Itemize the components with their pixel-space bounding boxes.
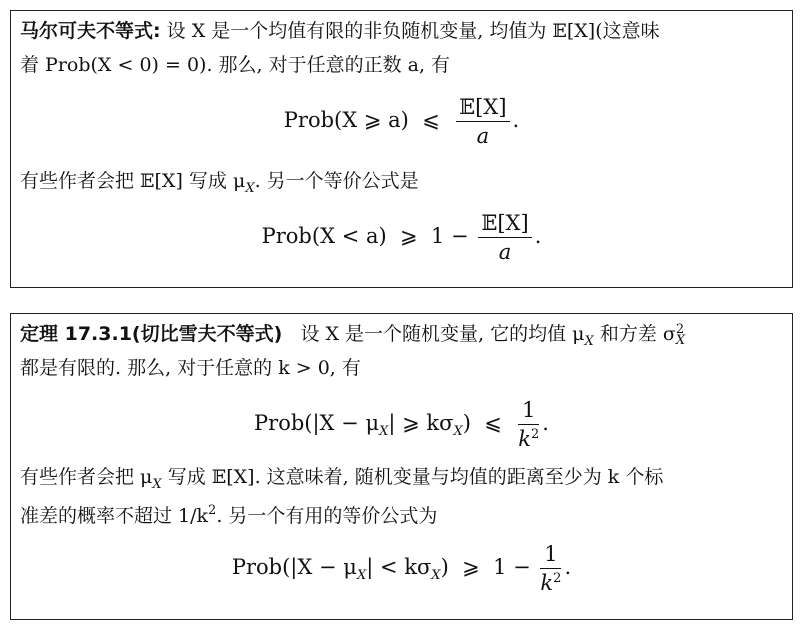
markov-eq1-relation: ⩽ [422,108,440,132]
chebyshev-line-1: 设 X 是一个随机变量, 它的均值 μ [300,323,585,345]
chebyshev-eq1-lhs-b: | ⩾ kσ [388,411,454,435]
chebyshev-eq1-lhs-c: ) [462,411,471,435]
chebyshev-heading: 定理 17.3.1(切比雪夫不等式) [20,323,283,345]
chebyshev-eq2-den-sup: 2 [553,571,562,586]
chebyshev-eq2-lhs-a: Prob(|X − μ [231,555,357,579]
markov-eq2-relation: ⩾ [400,224,418,248]
chebyshev-paragraph-2 [20,351,783,385]
chebyshev-line-4-b: . 另一个有用的等价公式为 [216,505,438,527]
markov-paragraph-1 [20,14,783,48]
chebyshev-sigma-scripts [676,324,685,346]
markov-line-3: 有些作者会把 𝔼[X] 写成 μ [20,170,246,192]
chebyshev-eq2-numerator: 1 [540,542,561,569]
markov-eq1-numerator: 𝔼[X] [456,95,509,122]
markov-eq2-period: . [534,224,542,248]
chebyshev-eq2-relation: ⩾ [462,555,480,579]
markov-line-2: 着 Prob(X < 0) = 0). 那么, 对于任意的正数 a, 有 [20,54,451,76]
chebyshev-line-1-subscript: X [584,334,594,349]
chebyshev-eq1-fraction [518,398,539,451]
markov-eq2-denominator: a [498,240,512,264]
chebyshev-eq2-lhs-c: ) [440,555,449,579]
chebyshev-sigma-sup: 2 [675,322,685,337]
markov-eq2-lhs: Prob(X < a) [261,224,387,248]
chebyshev-line-3-a: 有些作者会把 μ [20,466,153,488]
chebyshev-line-2: 都是有限的. 那么, 对于任意的 k > 0, 有 [20,357,361,379]
chebyshev-equation-2 [11,542,792,595]
markov-eq1-denominator: a [476,124,490,148]
chebyshev-eq1-den-k: k [518,427,531,451]
chebyshev-eq2-den-k: k [540,571,554,595]
chebyshev-eq2-period: . [564,555,572,579]
markov-eq1-lhs: Prob(X ⩾ a) [283,108,409,132]
chebyshev-eq1-lhs-a: Prob(|X − μ [254,411,380,435]
markov-paragraph-3 [20,164,783,206]
chebyshev-eq2-denominator [540,569,561,595]
chebyshev-eq2-sub-1: X [356,568,367,583]
chebyshev-eq1-den-sup: 2 [531,427,540,442]
chebyshev-eq2-fraction [540,542,561,595]
chebyshev-eq1-period: . [542,411,549,435]
chebyshev-eq1-numerator: 1 [518,398,539,425]
chebyshev-eq1-sub-1: X [379,424,389,439]
chebyshev-eq2-one-minus: 1 − [493,555,531,579]
markov-paragraph-2 [20,48,783,82]
chebyshev-paragraph-4 [20,494,783,533]
markov-line-1: 设 X 是一个均值有限的非负随机变量, 均值为 𝔼[X](这意味 [166,20,660,42]
markov-inequality-box [10,10,793,288]
chebyshev-line-1-mid: 和方差 σ [593,323,676,345]
chebyshev-line-3-b: 写成 𝔼[X]. 这意味着, 随机变量与均值的距离至少为 k 个标 [161,466,664,488]
chebyshev-eq1-denominator [518,425,539,451]
chebyshev-line-4-a: 准差的概率不超过 1/k [20,505,209,527]
chebyshev-eq1-relation: ⩽ [484,411,502,435]
markov-eq2-one-minus: 1 − [431,224,469,248]
markov-line-3-subscript: X [245,181,255,196]
chebyshev-eq2-sub-2: X [431,568,441,583]
chebyshev-sigma-sub: X [675,333,686,348]
markov-equation-1 [11,95,792,148]
markov-heading: 马尔可夫不等式: [20,20,161,42]
chebyshev-line-4-sup: 2 [208,503,217,518]
markov-eq2-fraction [478,211,531,264]
chebyshev-equation-1 [11,398,792,451]
chebyshev-eq1-sub-2: X [453,424,463,439]
markov-eq1-fraction [456,95,509,148]
markov-equation-2 [11,211,792,264]
chebyshev-eq2-lhs-b: | < kσ [366,555,432,579]
markov-line-3-tail: . 另一个等价公式是 [254,170,419,192]
markov-eq2-numerator: 𝔼[X] [478,211,531,238]
chebyshev-theorem-box [10,313,793,620]
chebyshev-line-3-subscript: X [152,477,162,492]
markov-eq1-period: . [512,108,520,132]
